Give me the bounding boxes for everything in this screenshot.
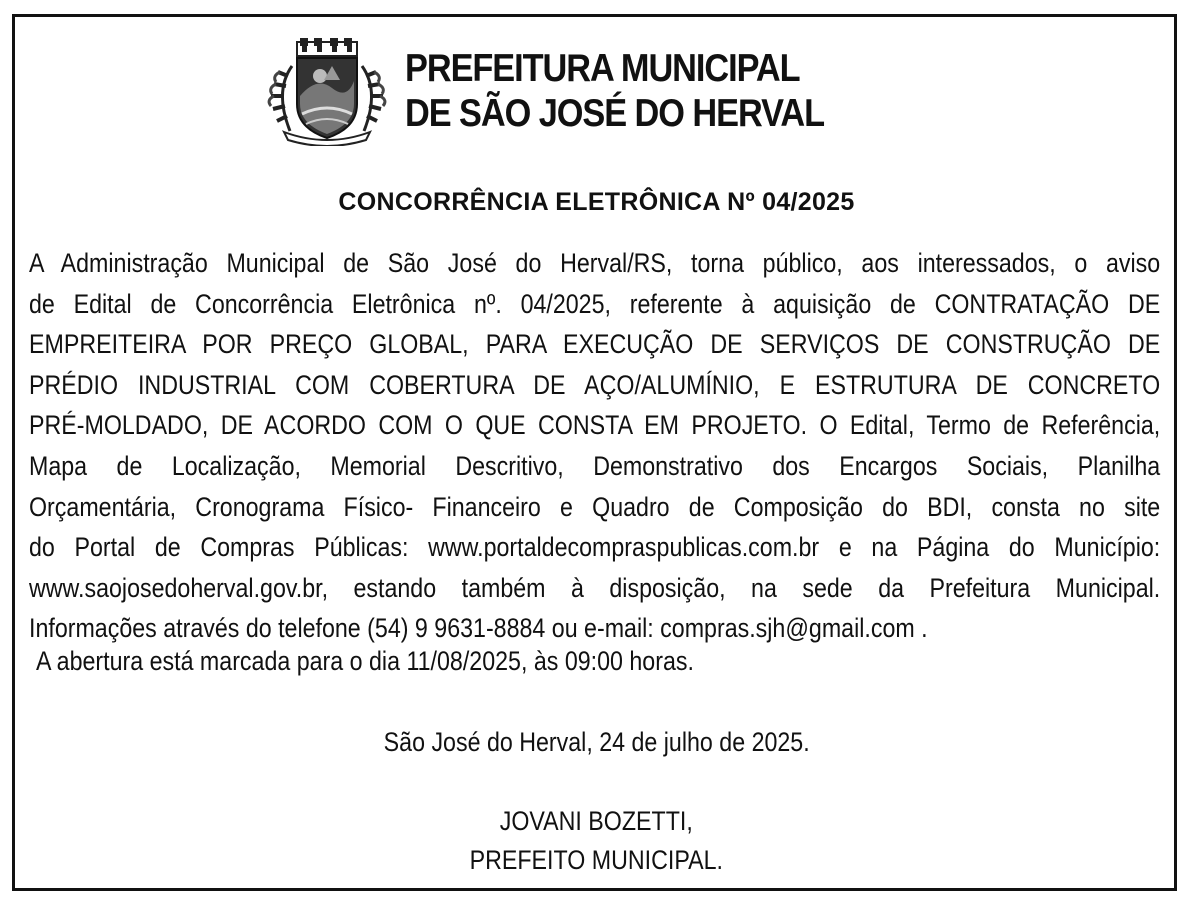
body-line: Orçamentária, Cronograma Físico- Financeiro e Quadro de Composição do BDI, consta no site (29, 491, 1161, 522)
signatory-name: JOVANI BOZETTI, (499, 806, 694, 836)
body-line: de Edital de Concorrência Eletrônica nº. 04/2025, referente à aquisição de CONTRATAÇÃO DE (29, 288, 1161, 319)
notice-body (29, 243, 1161, 649)
header (262, 36, 862, 146)
organization-name-line-2: DE SÃO JOSÉ DO HERVAL (405, 92, 825, 135)
body-line: Informações através do telefone (54) 9 9631-8884 ou e-mail: compras.sjh@gmail.com . (29, 613, 928, 644)
body-line: do Portal de Compras Públicas: www.portaldecompraspublicas.com.br e na Página do Município: (29, 532, 1161, 563)
body-line: EMPREITEIRA POR PREÇO GLOBAL, PARA EXECUÇÃO DE SERVIÇOS DE CONSTRUÇÃO DE (29, 329, 1161, 360)
signatory-role-line (0, 845, 1193, 876)
opening-date-line: A abertura está marcada para o dia 11/08/2025, às 09:00 horas. (36, 646, 694, 676)
signatory-role: PREFEITO MUNICIPAL. (469, 845, 724, 875)
body-line: Mapa de Localização, Memorial Descritivo, Demonstrativo dos Encargos Sociais, Planilha (29, 450, 1161, 481)
municipal-coat-of-arms-icon (262, 36, 392, 146)
body-line: PRÉ-MOLDADO, DE ACORDO COM O QUE CONSTA EM PROJETO. O Edital, Termo de Referência, (29, 410, 1161, 441)
organization-name (405, 46, 824, 136)
date-place-line (0, 727, 1193, 758)
signatory-name-line (0, 806, 1193, 837)
body-line: PRÉDIO INDUSTRIAL COM COBERTURA DE AÇO/ALUMÍNIO, E ESTRUTURA DE CONCRETO (29, 369, 1161, 400)
date-place-text: São José do Herval, 24 de julho de 2025. (383, 727, 810, 757)
body-line: www.saojosedoherval.gov.br, estando também à disposição, na sede da Prefeitura Municipal. (29, 572, 1161, 603)
body-line: A Administração Municipal de São José do Herval/RS, torna público, aos interessados, o aviso (29, 248, 1161, 278)
organization-name-line-1: PREFEITURA MUNICIPAL (405, 47, 800, 90)
notice-title: CONCORRÊNCIA ELETRÔNICA Nº 04/2025 (338, 188, 855, 216)
